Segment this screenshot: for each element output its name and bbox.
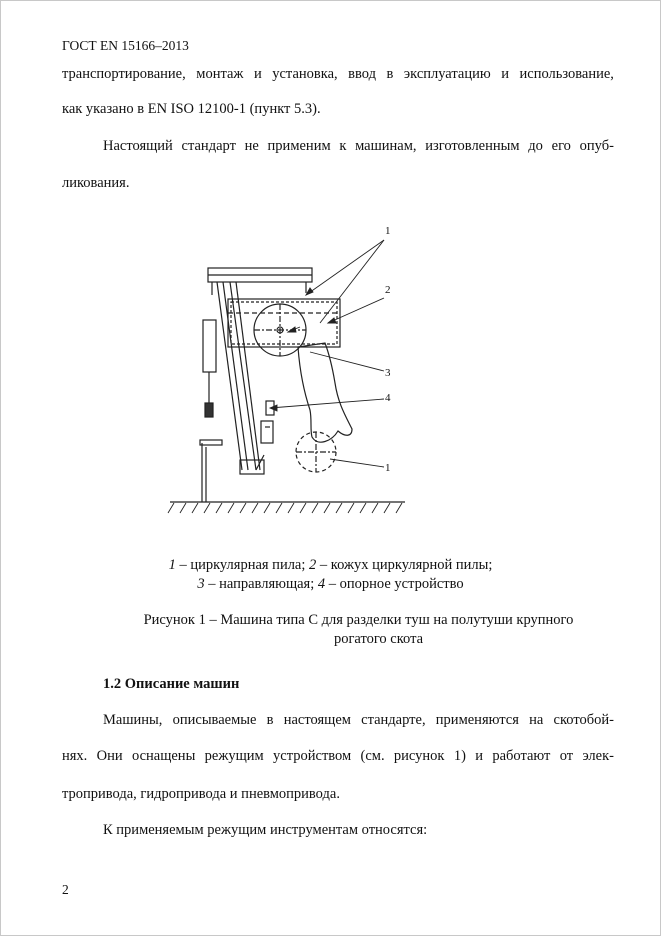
paragraph-scope-line-1 [62,138,614,155]
paragraph-description-line-1 [103,712,614,729]
word: и [253,66,262,82]
figure-legend-line-2 [0,576,661,593]
lower-saw [296,432,336,472]
legend-text: – циркулярная пила; [175,557,310,573]
word: работают [492,748,551,764]
intro-line-2: как указано в EN ISO 12100-1 (пункт 5.3). [62,101,321,117]
word: рисунок [393,748,445,764]
legend-text: – кожух циркулярной пилы; [316,557,493,573]
word: и [501,66,509,82]
word: стандарт [181,138,236,154]
word: на [529,712,544,728]
legend-text: – направляющая; [204,576,318,592]
word: 1) [453,748,466,764]
word: Они [96,748,123,764]
callout-3: 3 [385,367,391,379]
word: (см. [360,748,385,764]
word: скотобой- [553,712,614,728]
stand-post [200,440,222,502]
carcass [298,343,352,442]
word: его [551,138,571,154]
word: ввод [348,66,376,82]
word: применяются [435,712,519,728]
word: режущим [204,748,264,764]
word: использование, [519,66,614,82]
word: применим [267,138,331,154]
intro-line-1 [62,66,614,83]
word: в [266,712,274,728]
legend-num: 1 [168,557,176,573]
figure-caption-line-1: Рисунок 1 – Машина типа С для разделки туш на полутуши крупного [143,612,574,628]
document-header: ГОСТ EN 15166–2013 [62,38,189,53]
word: эксплуатацию [403,66,491,82]
word: нях. [62,748,88,764]
word: установка, [272,66,338,82]
word: в [386,66,394,82]
word: изготовленным [425,138,520,154]
word: опуб- [579,138,614,154]
word: не [244,138,259,154]
word: машинам, [355,138,417,154]
callout-2: 2 [385,284,391,296]
paragraph-scope-line-2: ликования. [62,175,130,191]
word: Машины, [103,712,163,728]
figure-legend-line-1 [0,557,661,574]
saw-guard [228,299,340,347]
word: транспортирование, [62,66,186,82]
word: Настоящий [103,138,173,154]
word: элек- [582,748,614,764]
callout-1: 1 [385,225,391,237]
legend-num: 2 [309,557,317,573]
paragraph-tools: К применяемым режущим инструментам относятся: [103,822,428,838]
legend-text: – опорное устройство [325,576,464,592]
section-heading: 1.2 Описание машин [103,676,240,692]
leader-lines [270,240,384,467]
callout-4: 4 [385,392,391,404]
word: устройством [273,748,352,764]
word: стандарте, [361,712,426,728]
word: монтаж [196,66,244,82]
word: от [559,748,574,764]
callout-numbers [385,225,391,474]
callout-1-lower: 1 [385,462,391,474]
word: и [475,748,483,764]
legend-num: 3 [197,576,205,592]
machine-drawing [160,215,420,520]
paragraph-description-line-3: тропривода, гидропривода и пневмопривода. [62,786,340,802]
word: к [339,138,347,154]
legend-num: 4 [317,576,326,592]
word: описываемые [172,712,257,728]
page-number: 2 [62,882,69,897]
figure-caption-line-2: рогатого скота [333,631,424,647]
mast [217,282,264,474]
word: до [528,138,543,154]
word: оснащены [131,748,196,764]
floor [168,502,405,513]
cylinder [203,320,216,417]
paragraph-description-line-2 [62,748,614,765]
word: настоящем [283,712,351,728]
